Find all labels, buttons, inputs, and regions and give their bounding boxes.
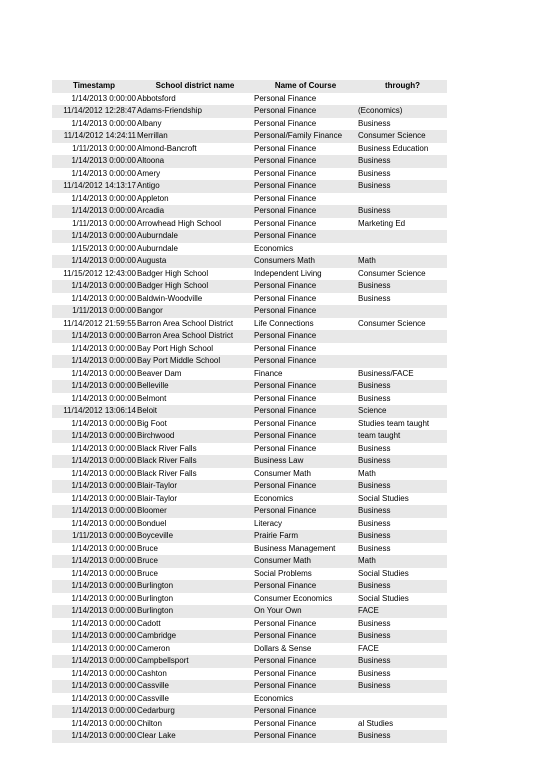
cell-through[interactable]: Science [357, 405, 447, 418]
cell-school-district[interactable]: Blair-Taylor [136, 480, 253, 493]
table-row [52, 605, 447, 618]
cell-through[interactable]: Business [357, 530, 447, 543]
cell-school-district[interactable]: Augusta [136, 255, 253, 268]
cell-timestamp[interactable]: 1/11/2013 0:00:00 [72, 218, 136, 228]
table-row [52, 530, 447, 543]
cell-course-name[interactable]: Personal Finance [254, 118, 317, 128]
cell-through[interactable]: Math [357, 555, 447, 568]
table-row [52, 155, 447, 168]
cell-timestamp[interactable]: 1/14/2013 0:00:00 [52, 230, 136, 243]
table-row [52, 143, 447, 156]
cell-course-name[interactable]: Personal Finance [254, 168, 317, 178]
cell-course-name[interactable]: Personal Finance [253, 480, 357, 493]
cell-timestamp[interactable]: 1/14/2013 0:00:00 [52, 430, 136, 443]
cell-school-district[interactable]: Burlington [136, 580, 253, 593]
cell-school-district[interactable]: Bruce [136, 555, 253, 568]
cell-school-district[interactable]: Belleville [136, 380, 253, 393]
table-body [52, 93, 447, 743]
cell-through[interactable]: Business [357, 580, 447, 593]
cell-timestamp[interactable]: 1/15/2013 0:00:00 [71, 243, 136, 253]
cell-timestamp[interactable]: 1/14/2013 0:00:00 [52, 555, 136, 568]
cell-timestamp[interactable]: 1/14/2013 0:00:00 [52, 205, 136, 218]
cell-school-district[interactable]: Albany [137, 118, 162, 128]
cell-timestamp[interactable]: 11/14/2012 14:24:11 [52, 130, 136, 143]
cell-school-district[interactable]: Cadott [137, 618, 161, 628]
cell-timestamp[interactable]: 1/14/2013 0:00:00 [71, 118, 136, 128]
cell-course-name[interactable]: Prairie Farm [253, 530, 357, 543]
cell-school-district[interactable]: Boyceville [136, 530, 253, 543]
cell-timestamp[interactable]: 1/14/2013 0:00:00 [71, 393, 136, 403]
cell-course-name[interactable]: Personal Finance [253, 380, 357, 393]
cell-course-name[interactable]: Economics [254, 243, 294, 253]
cell-timestamp[interactable]: 1/14/2013 0:00:00 [52, 480, 136, 493]
cell-through[interactable] [357, 230, 447, 243]
header-row [52, 80, 447, 93]
cell-school-district[interactable]: Abbotsford [137, 93, 176, 103]
cell-course-name[interactable]: Personal Finance [254, 618, 317, 628]
table-row [52, 680, 447, 693]
cell-school-district[interactable]: Barron Area School District [136, 330, 253, 343]
cell-school-district[interactable]: Auburndale [137, 243, 178, 253]
cell-timestamp[interactable]: 1/14/2013 0:00:00 [71, 343, 136, 353]
table-row [52, 618, 447, 631]
cell-timestamp[interactable]: 1/14/2013 0:00:00 [71, 643, 136, 653]
cell-school-district[interactable]: Auburndale [136, 230, 253, 243]
cell-through[interactable]: Business [357, 480, 447, 493]
cell-through[interactable]: Business [357, 730, 447, 743]
cell-school-district[interactable]: Appleton [137, 193, 169, 203]
cell-school-district[interactable]: Clear Lake [136, 730, 253, 743]
cell-timestamp[interactable]: 1/14/2013 0:00:00 [71, 718, 136, 728]
table-row [52, 730, 447, 743]
cell-timestamp[interactable]: 1/14/2013 0:00:00 [52, 255, 136, 268]
cell-timestamp[interactable]: 11/14/2012 13:06:14 [52, 405, 136, 418]
header-school-district[interactable]: School district name [136, 80, 253, 93]
cell-timestamp[interactable]: 1/14/2013 0:00:00 [52, 155, 136, 168]
table-row [52, 630, 447, 643]
cell-through[interactable]: Consumer Science [358, 268, 426, 278]
cell-timestamp[interactable]: 1/14/2013 0:00:00 [52, 455, 136, 468]
cell-course-name[interactable]: Business Management [254, 543, 336, 553]
cell-through[interactable]: Business [358, 668, 391, 678]
table-row [52, 568, 447, 581]
cell-through[interactable]: Marketing Ed [358, 218, 406, 228]
cell-through[interactable]: Business/FACE [358, 368, 414, 378]
cell-through[interactable] [357, 355, 447, 368]
table-row [52, 443, 447, 456]
cell-timestamp[interactable]: 1/14/2013 0:00:00 [71, 93, 136, 103]
cell-through[interactable]: Business [358, 118, 391, 128]
cell-through[interactable]: Studies team taught [358, 418, 430, 428]
spreadsheet-table [52, 80, 447, 743]
cell-through[interactable] [357, 343, 447, 356]
cell-course-name[interactable]: Personal Finance [253, 280, 357, 293]
table-row [52, 468, 447, 481]
cell-through[interactable]: Business [357, 180, 447, 193]
cell-school-district[interactable]: Bloomer [136, 505, 253, 518]
cell-timestamp[interactable]: 1/14/2013 0:00:00 [52, 355, 136, 368]
cell-timestamp[interactable]: 1/14/2013 0:00:00 [71, 693, 136, 703]
cell-school-district[interactable]: Cassville [136, 680, 253, 693]
table-row [52, 455, 447, 468]
cell-through[interactable]: Business [358, 543, 391, 553]
table-row [52, 693, 447, 706]
cell-school-district[interactable]: Merrillan [136, 130, 253, 143]
cell-course-name[interactable]: Personal Finance [253, 205, 357, 218]
table-row [52, 93, 447, 106]
header-timestamp[interactable]: Timestamp [52, 80, 136, 93]
cell-timestamp[interactable]: 11/14/2012 14:13:17 [52, 180, 136, 193]
cell-course-name[interactable]: Personal Finance [254, 393, 317, 403]
cell-course-name[interactable]: Personal Finance [253, 730, 357, 743]
cell-school-district[interactable]: Bangor [136, 305, 253, 318]
cell-school-district[interactable]: Bruce [137, 543, 158, 553]
cell-course-name[interactable]: Consumer Math [253, 555, 357, 568]
table-row [52, 118, 447, 131]
table-row [52, 718, 447, 731]
cell-timestamp[interactable]: 1/14/2013 0:00:00 [71, 543, 136, 553]
cell-school-district[interactable]: Black River Falls [137, 443, 197, 453]
cell-through[interactable]: FACE [358, 643, 379, 653]
table-row [52, 480, 447, 493]
cell-school-district[interactable]: Adams-Friendship [136, 105, 253, 118]
table-row [52, 493, 447, 506]
cell-through[interactable]: Business [357, 455, 447, 468]
cell-course-name[interactable]: Personal Finance [253, 105, 357, 118]
cell-timestamp[interactable]: 1/14/2013 0:00:00 [71, 418, 136, 428]
table-row [52, 318, 447, 331]
cell-through[interactable]: (Economics) [357, 105, 447, 118]
cell-through[interactable]: Business Education [358, 143, 429, 153]
cell-through[interactable]: Social Studies [358, 568, 409, 578]
cell-school-district[interactable]: Birchwood [136, 430, 253, 443]
cell-school-district[interactable]: Barron Area School District [137, 318, 234, 328]
cell-timestamp[interactable]: 1/14/2013 0:00:00 [71, 568, 136, 578]
cell-school-district[interactable]: Arcadia [136, 205, 253, 218]
cell-school-district[interactable]: Altoona [136, 155, 253, 168]
cell-timestamp[interactable]: 1/14/2013 0:00:00 [52, 705, 136, 718]
table-row [52, 593, 447, 606]
cell-timestamp[interactable]: 1/14/2013 0:00:00 [71, 168, 136, 178]
cell-school-district[interactable]: Cedarburg [136, 705, 253, 718]
table-row [52, 330, 447, 343]
cell-through[interactable] [357, 243, 447, 256]
cell-timestamp[interactable]: 1/14/2013 0:00:00 [71, 293, 136, 303]
cell-through[interactable]: Math [357, 255, 447, 268]
cell-school-district[interactable]: Almond-Bancroft [137, 143, 197, 153]
cell-school-district[interactable]: Beaver Dam [137, 368, 182, 378]
table-row [52, 643, 447, 656]
cell-course-name[interactable]: Personal Finance [254, 193, 317, 203]
cell-timestamp[interactable]: 1/14/2013 0:00:00 [71, 193, 136, 203]
cell-through[interactable]: Business [358, 393, 391, 403]
table-row [52, 368, 447, 381]
cell-through[interactable]: Social Studies [358, 593, 409, 603]
cell-timestamp[interactable]: 1/14/2013 0:00:00 [52, 580, 136, 593]
cell-course-name[interactable]: Life Connections [254, 318, 314, 328]
cell-course-name[interactable]: Personal Finance [253, 180, 357, 193]
cell-school-district[interactable]: Cambridge [136, 630, 253, 643]
cell-through[interactable]: Math [358, 468, 376, 478]
cell-school-district[interactable]: Cameron [137, 643, 170, 653]
cell-timestamp[interactable]: 1/11/2013 0:00:00 [52, 530, 136, 543]
cell-through[interactable]: Business [358, 518, 391, 528]
cell-school-district[interactable]: Baldwin-Woodville [137, 293, 203, 303]
cell-course-name[interactable]: Consumer Math [254, 468, 311, 478]
cell-through[interactable] [357, 305, 447, 318]
cell-course-name[interactable]: Personal Finance [254, 218, 317, 228]
cell-timestamp[interactable]: 1/14/2013 0:00:00 [71, 668, 136, 678]
table-row [52, 268, 447, 281]
cell-school-district[interactable]: Bruce [137, 568, 158, 578]
cell-course-name[interactable]: Personal Finance [253, 655, 357, 668]
cell-course-name[interactable]: Personal Finance [254, 343, 317, 353]
cell-school-district[interactable]: Badger High School [136, 280, 253, 293]
cell-through[interactable] [357, 93, 447, 106]
cell-timestamp[interactable]: 11/14/2012 12:28:47 [52, 105, 136, 118]
table-row [52, 243, 447, 256]
cell-timestamp[interactable]: 1/14/2013 0:00:00 [52, 505, 136, 518]
cell-course-name[interactable]: On Your Own [253, 605, 357, 618]
table-row [52, 105, 447, 118]
cell-through[interactable]: FACE [357, 605, 447, 618]
table-row [52, 180, 447, 193]
cell-school-district[interactable]: Burlington [136, 605, 253, 618]
cell-course-name[interactable]: Consumers Math [253, 255, 357, 268]
cell-timestamp[interactable]: 1/14/2013 0:00:00 [52, 330, 136, 343]
cell-course-name[interactable]: Personal Finance [253, 230, 357, 243]
cell-timestamp[interactable]: 1/14/2013 0:00:00 [71, 593, 136, 603]
cell-through[interactable]: Business [357, 380, 447, 393]
cell-timestamp[interactable]: 1/14/2013 0:00:00 [71, 443, 136, 453]
table-row [52, 355, 447, 368]
table-row [52, 543, 447, 556]
cell-course-name[interactable]: Finance [254, 368, 283, 378]
table-row [52, 430, 447, 443]
cell-timestamp[interactable]: 11/14/2012 21:59:55 [63, 318, 136, 328]
cell-school-district[interactable]: Amery [137, 168, 161, 178]
cell-school-district[interactable]: Black River Falls [136, 455, 253, 468]
cell-through[interactable]: Business [357, 280, 447, 293]
cell-timestamp[interactable]: 1/11/2013 0:00:00 [72, 143, 136, 153]
cell-timestamp[interactable]: 1/14/2013 0:00:00 [71, 618, 136, 628]
table-row [52, 705, 447, 718]
cell-timestamp[interactable]: 1/14/2013 0:00:00 [52, 380, 136, 393]
cell-course-name[interactable]: Personal Finance [254, 668, 317, 678]
table-row [52, 518, 447, 531]
cell-school-district[interactable]: Big Foot [137, 418, 167, 428]
cell-timestamp[interactable]: 1/14/2013 0:00:00 [52, 630, 136, 643]
cell-school-district[interactable]: Antigo [136, 180, 253, 193]
cell-through[interactable]: Business [357, 630, 447, 643]
table-row [52, 655, 447, 668]
cell-course-name[interactable]: Independent Living [254, 268, 322, 278]
cell-timestamp[interactable]: 1/14/2013 0:00:00 [71, 518, 136, 528]
cell-school-district[interactable]: Belmont [137, 393, 167, 403]
cell-school-district[interactable]: Arrowhead High School [137, 218, 222, 228]
table-row [52, 255, 447, 268]
cell-through[interactable]: al Studies [358, 718, 394, 728]
cell-course-name[interactable]: Personal Finance [253, 705, 357, 718]
cell-through[interactable]: Business [357, 655, 447, 668]
cell-through[interactable]: Consumer Science [357, 130, 447, 143]
table-row [52, 168, 447, 181]
cell-course-name[interactable]: Personal Finance [254, 143, 317, 153]
cell-through[interactable]: Business [357, 155, 447, 168]
cell-timestamp[interactable]: 1/14/2013 0:00:00 [52, 280, 136, 293]
table-row [52, 555, 447, 568]
cell-through[interactable]: Consumer Science [358, 318, 426, 328]
cell-school-district[interactable]: Beloit [136, 405, 253, 418]
cell-timestamp[interactable]: 1/14/2013 0:00:00 [71, 368, 136, 378]
cell-school-district[interactable]: Badger High School [137, 268, 209, 278]
cell-through[interactable]: Social Studies [358, 493, 409, 503]
cell-course-name[interactable]: Personal Finance [254, 93, 317, 103]
cell-timestamp[interactable]: 1/14/2013 0:00:00 [52, 730, 136, 743]
cell-through[interactable] [357, 330, 447, 343]
cell-course-name[interactable]: Personal Finance [253, 505, 357, 518]
table-row [52, 293, 447, 306]
cell-course-name[interactable]: Economics [254, 693, 294, 703]
header-course-name[interactable]: Name of Course [253, 80, 357, 93]
cell-school-district[interactable]: Chilton [137, 718, 162, 728]
cell-timestamp[interactable]: 1/14/2013 0:00:00 [52, 655, 136, 668]
cell-through[interactable]: Business [357, 505, 447, 518]
cell-course-name[interactable]: Personal Finance [254, 418, 317, 428]
cell-through[interactable]: team taught [357, 430, 447, 443]
table-row [52, 418, 447, 431]
cell-timestamp[interactable]: 11/15/2012 12:43:00 [63, 268, 136, 278]
cell-through[interactable] [357, 693, 447, 706]
table-row [52, 505, 447, 518]
cell-school-district[interactable]: Campbellsport [136, 655, 253, 668]
cell-course-name[interactable]: Personal Finance [253, 155, 357, 168]
cell-course-name[interactable]: Social Problems [254, 568, 312, 578]
table-row [52, 305, 447, 318]
cell-school-district[interactable]: Burlington [137, 593, 174, 603]
cell-through[interactable]: Business [358, 618, 391, 628]
table-row [52, 380, 447, 393]
cell-course-name[interactable]: Business Law [253, 455, 357, 468]
cell-school-district[interactable]: Bonduel [137, 518, 167, 528]
cell-school-district[interactable]: Blair-Taylor [137, 493, 178, 503]
cell-course-name[interactable]: Personal Finance [254, 718, 317, 728]
cell-course-name[interactable]: Consumer Economics [254, 593, 333, 603]
cell-course-name[interactable]: Personal Finance [254, 293, 317, 303]
cell-course-name[interactable]: Economics [254, 493, 294, 503]
cell-course-name[interactable]: Personal Finance [253, 355, 357, 368]
cell-course-name[interactable]: Personal Finance [253, 330, 357, 343]
cell-course-name[interactable]: Personal/Family Finance [253, 130, 357, 143]
cell-through[interactable] [357, 705, 447, 718]
table-row [52, 218, 447, 231]
cell-course-name[interactable]: Personal Finance [253, 305, 357, 318]
cell-timestamp[interactable]: 1/14/2013 0:00:00 [52, 680, 136, 693]
table-row [52, 668, 447, 681]
cell-course-name[interactable]: Personal Finance [253, 680, 357, 693]
table-row [52, 230, 447, 243]
cell-course-name[interactable]: Personal Finance [254, 443, 317, 453]
cell-school-district[interactable]: Cassville [137, 693, 170, 703]
cell-through[interactable]: Business [357, 205, 447, 218]
table-row [52, 580, 447, 593]
cell-course-name[interactable]: Personal Finance [253, 430, 357, 443]
cell-course-name[interactable]: Personal Finance [253, 630, 357, 643]
table-row [52, 280, 447, 293]
cell-through[interactable]: Business [358, 168, 391, 178]
cell-course-name[interactable]: Personal Finance [253, 405, 357, 418]
cell-through[interactable]: Business [357, 680, 447, 693]
table-row [52, 205, 447, 218]
header-through[interactable]: through? [357, 80, 447, 93]
cell-school-district[interactable]: Bay Port Middle School [136, 355, 253, 368]
cell-timestamp[interactable]: 1/14/2013 0:00:00 [71, 468, 136, 478]
cell-school-district[interactable]: Black River Falls [137, 468, 197, 478]
table-row [52, 343, 447, 356]
cell-school-district[interactable]: Bay Port High School [137, 343, 214, 353]
cell-through[interactable]: Business [358, 443, 391, 453]
cell-course-name[interactable]: Personal Finance [253, 580, 357, 593]
table-row [52, 405, 447, 418]
cell-course-name[interactable]: Dollars & Sense [254, 643, 312, 653]
table-row [52, 130, 447, 143]
cell-timestamp[interactable]: 1/11/2013 0:00:00 [52, 305, 136, 318]
cell-through[interactable] [357, 193, 447, 206]
table-row [52, 193, 447, 206]
cell-school-district[interactable]: Cashton [137, 668, 167, 678]
cell-course-name[interactable]: Literacy [254, 518, 283, 528]
cell-timestamp[interactable]: 1/14/2013 0:00:00 [71, 493, 136, 503]
cell-timestamp[interactable]: 1/14/2013 0:00:00 [52, 605, 136, 618]
cell-through[interactable]: Business [358, 293, 391, 303]
table-row [52, 393, 447, 406]
